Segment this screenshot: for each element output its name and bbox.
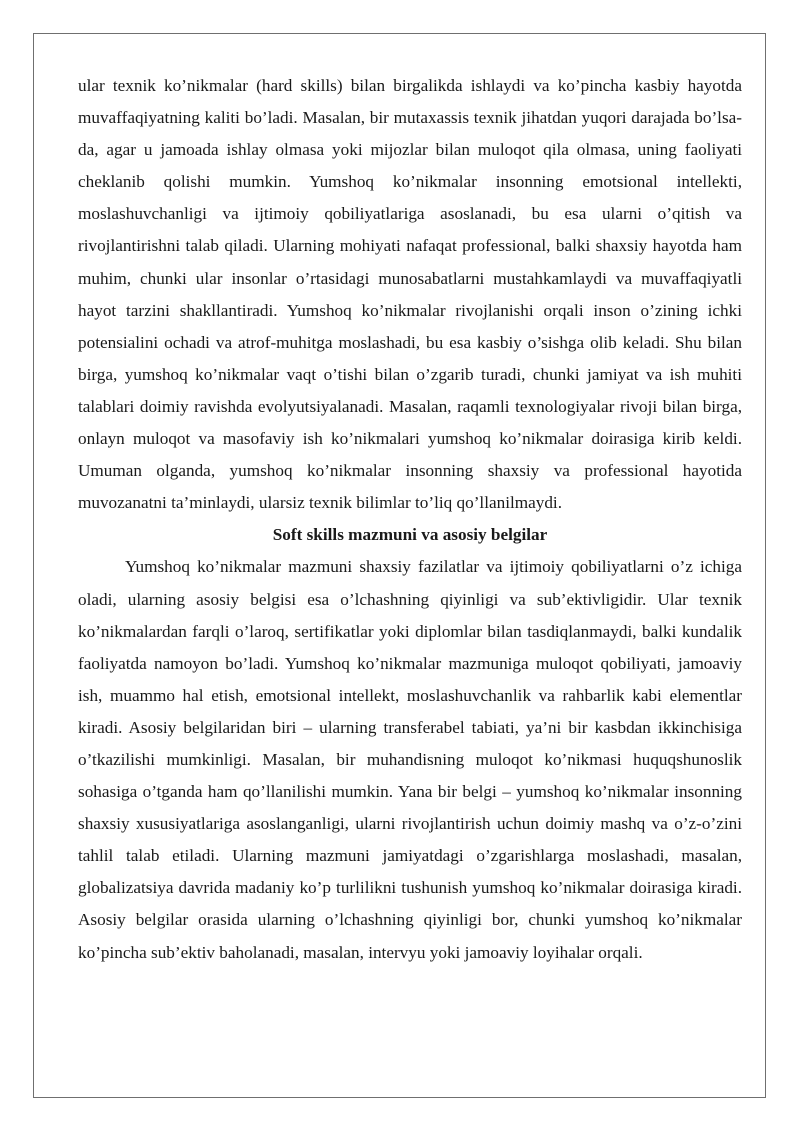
body-paragraph-2: Yumshoq ko’nikmalar mazmuni shaxsiy fazilatlar va ijtimoiy qobiliyatlarni o’z ichiga oladi, ularning asosiy belgisi esa o’lchashning qiyinligi va sub’ektivligidir. Ular texnik ko’nikmalardan farqli o’laroq, sertifikatlar yoki diplomlar bilan tasdiqlanmaydi, balki kundalik faoliyatda namoyon bo’ladi. Yumshoq ko’nikmalar mazmuniga muloqot qobiliyati, jamoaviy ish, muammo hal etish, emotsional intellekt, moslashuvchanlik va rahbarlik kabi elementlar kiradi. Asosiy belgilaridan biri – ularning transferabel tabiati, ya’ni bir kasbdan ikkinchisiga o’tkazilishi mumkinligi. Masalan, bir muhandisning muloqot ko’nikmasi huquqshunoslik sohasiga o’tganda ham qo’llanilishi mumkin. Yana bir belgi – yumshoq ko’nikmalar insonning shaxsiy xususiyatlariga asoslanganligi, ularni rivojlantirish uchun doimiy mashq va o’z-o’zini tahlil talab etiladi. Ularning mazmuni jamiyatdagi o’zgarishlarga moslashadi, masalan, globalizatsiya davrida madaniy ko’p turlilikni tushunish yumshoq ko’nikmalar doirasiga kiradi. Asosiy belgilar orasida ularning o’lchashning qiyinligi bor, chunki yumshoq ko’nikmalar ko’pincha sub’ektiv baholanadi, masalan, intervyu yoki jamoaviy loyihalar orqali. xyxy=(78,557,742,962)
section-heading: Soft skills mazmuni va asosiy belgilar xyxy=(272,525,548,545)
document-body xyxy=(78,70,742,969)
body-paragraph-1: ular texnik ko’nikmalar (hard skills) bilan birgalikda ishlaydi va ko’pincha kasbiy hayotda muvaffaqiyatning kaliti bo’ladi. Masalan, bir mutaxassis texnik jihatdan yuqori darajada bo’lsa-da, agar u jamoada ishlay olmasa yoki mijozlar bilan muloqot qila olmasa, uning faoliyati cheklanib qolishi mumkin. Yumshoq ko’nikmalar insonning emotsional intellekti, moslashuvchanligi va ijtimoiy qobiliyatlariga asoslanadi, bu esa ularni o’qitish va rivojlantirishni talab qiladi. Ularning mohiyati nafaqat professional, balki shaxsiy hayotda ham muhim, chunki ular insonlar o’rtasidagi munosabatlarni mustahkamlaydi va muvaffaqiyatli hayot tarzini shakllantiradi. Yumshoq ko’nikmalar rivojlanishi orqali inson o’zining ichki potensialini ochadi va atrof-muhitga moslashadi, bu esa kasbiy o’sishga olib keladi. Shu bilan birga, yumshoq ko’nikmalar vaqt o’tishi bilan o’zgarib turadi, chunki jamiyat va ish muhiti talablari doimiy ravishda evolyutsiyalanadi. Masalan, raqamli texnologiyalar rivoji bilan birga, onlayn muloqot va masofaviy ish ko’nikmalari yumshoq ko’nikmalar doirasiga kirib keldi. Umuman olganda, yumshoq ko’nikmalar insonning shaxsiy va professional hayotida muvozanatni ta’minlaydi, ularsiz texnik bilimlar to’liq qo’llanilmaydi. xyxy=(78,76,742,513)
